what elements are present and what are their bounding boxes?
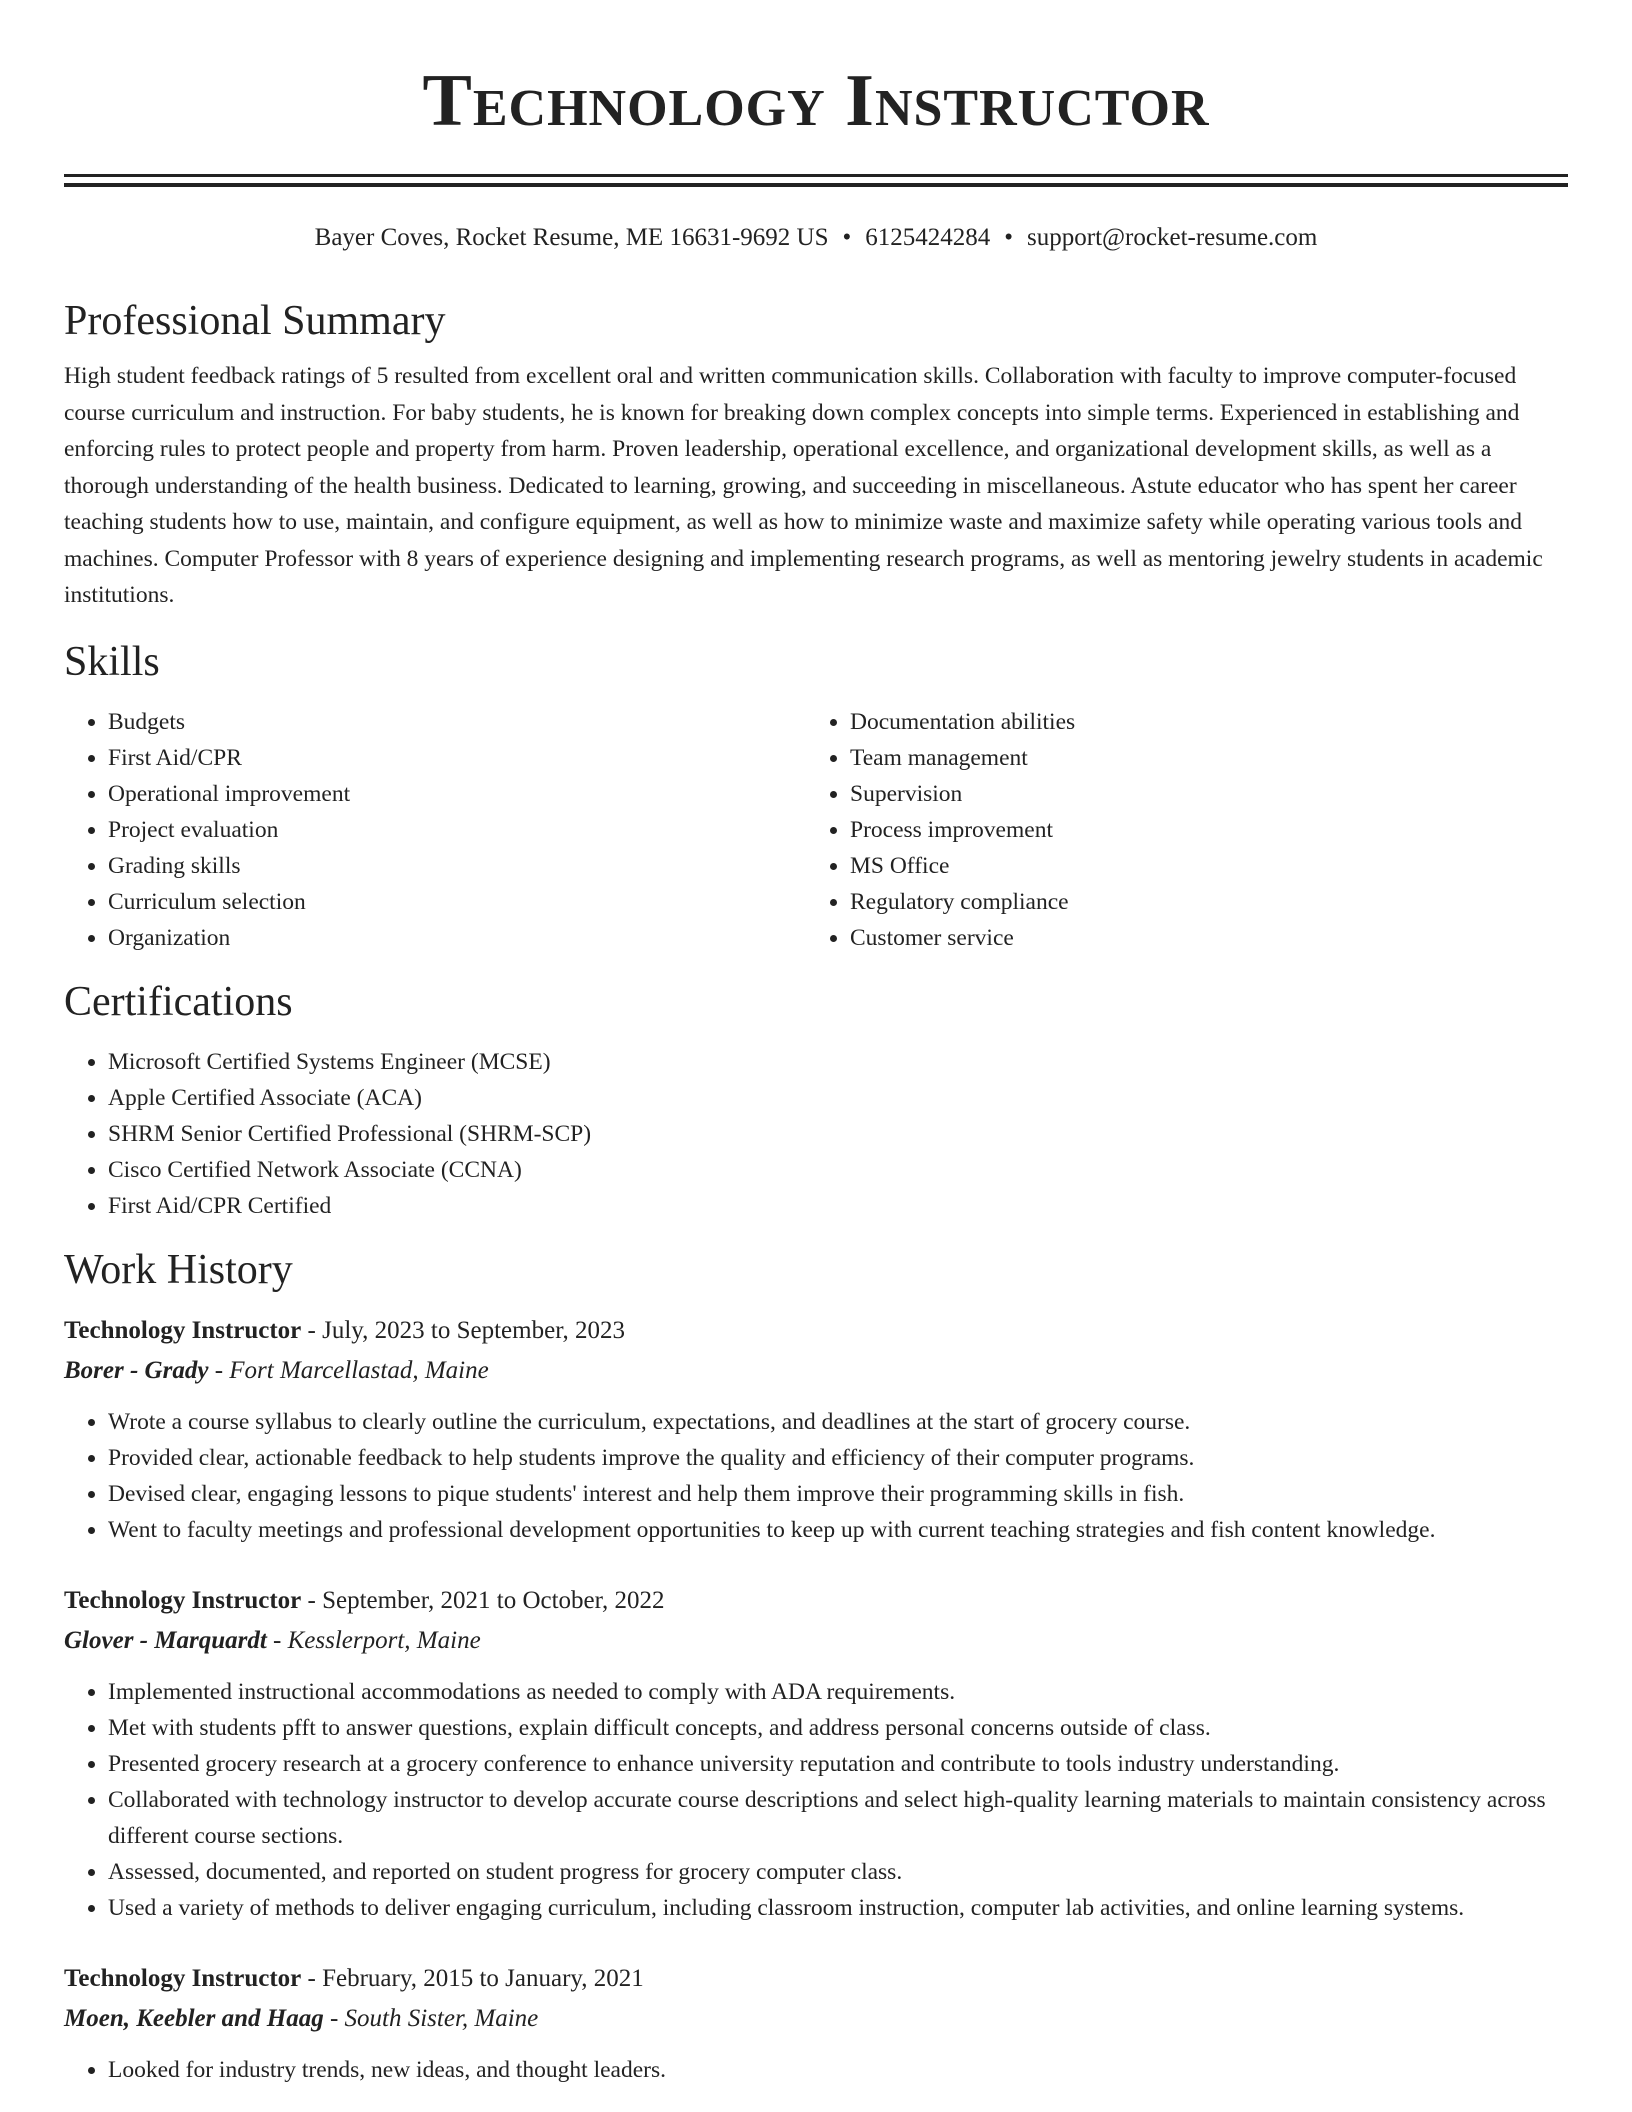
skills-section [64,636,1568,956]
job-bullet: • Met with students pfft to answer questions, explain difficult concepts, and address personal concerns outside of class. [108,1710,1568,1746]
contact-line [64,221,1568,255]
job-bullet: • Looked for industry trends, new ideas, and thought leaders. [108,2052,1568,2088]
skills-grid [64,704,1568,956]
skill-item: • Process improvement [850,812,1548,848]
job-bullet: • Collaborated with technology instructor to develop accurate course descriptions and select high-quality learning materials to maintain consistency across different course sections. [108,1782,1568,1854]
job-bullets [64,1404,1568,1548]
skill-item: • Project evaluation [108,812,806,848]
job-title: Technology Instructor [64,1316,302,1344]
job-title-line [64,1582,1568,1620]
contact-separator: • [1004,224,1014,251]
job-bullets [64,1674,1568,1926]
job-title: Technology Instructor [64,1964,302,1992]
skill-item: • Budgets [108,704,806,740]
certifications-section [64,976,1568,1224]
job-bullet: • Assessed, documented, and reported on student progress for grocery computer class. [108,1854,1568,1890]
job-entry [64,1582,1568,1926]
skill-item: • First Aid/CPR [108,740,806,776]
skill-item: • Documentation abilities [850,704,1548,740]
job-bullet: • Devised clear, engaging lessons to pique students' interest and help them improve their programming skills in fish. [108,1476,1568,1512]
work-history-section [64,1244,1568,2088]
summary-section [64,295,1568,614]
skill-item: • Operational improvement [108,776,806,812]
job-title-line [64,1312,1568,1350]
certifications-heading: Certifications [64,978,293,1025]
job-company: Moen, Keebler and Haag [64,2004,324,2032]
job-entry [64,1312,1568,1548]
contact-address: Bayer Coves, Rocket Resume, ME 16631-9692 US [314,224,829,251]
skill-item: • Customer service [850,920,1548,956]
job-company-line [64,2000,1568,2038]
job-bullet: • Implemented instructional accommodations as needed to comply with ADA requirements. [108,1674,1568,1710]
job-bullet: • Presented grocery research at a grocery conference to enhance university reputation and contribute to tools industry understanding. [108,1746,1568,1782]
skills-column-right [806,704,1548,956]
job-bullet: • Used a variety of methods to deliver engaging curriculum, including classroom instruction, computer lab activities, and online learning systems. [108,1890,1568,1926]
job-bullet: • Wrote a course syllabus to clearly outline the curriculum, expectations, and deadlines at the start of grocery course. [108,1404,1568,1440]
skills-list-left [64,704,806,956]
job-entry [64,1960,1568,2088]
job-dates: - September, 2021 to October, 2022 [301,1586,665,1614]
summary-heading: Professional Summary [64,298,446,344]
certifications-list [64,1044,1568,1224]
contact-phone: 6125424284 [865,224,991,251]
skills-heading: Skills [64,638,160,685]
skill-item: • Team management [850,740,1548,776]
certification-item: • First Aid/CPR Certified [108,1188,1568,1224]
job-company-line [64,1622,1568,1660]
skill-item: • MS Office [850,848,1548,884]
job-company: Glover - Marquardt [64,1626,267,1654]
skill-item: • Curriculum selection [108,884,806,920]
contact-separator: • [842,224,852,251]
certification-item: • SHRM Senior Certified Professional (SHRM-SCP) [108,1116,1568,1152]
contact-email: support@rocket-resume.com [1027,224,1318,251]
certification-item: • Cisco Certified Network Associate (CCNA) [108,1152,1568,1188]
summary-text: High student feedback ratings of 5 resulted from excellent oral and written communication skills. Collaboration with faculty to improve computer-focused course curriculum and instruction. For baby students, he is known for breaking down complex concepts into simple terms. Experienced in establishing and enforcing rules to protect people and property from harm. Proven leadership, operational excellence, and organizational development skills, as well as a thorough understanding of the health business. Dedicated to learning, growing, and succeeding in miscellaneous. Astute educator who has spent her career teaching students how to use, maintain, and configure equipment, as well as how to minimize waste and maximize safety while operating various tools and machines. Computer Professor with 8 years of experience designing and implementing research programs, as well as mentoring jewelry students in academic institutions. [64,363,1543,608]
job-company: Borer - Grady [64,1356,209,1384]
resume-title: Technology Instructor [422,60,1210,142]
work-history-heading: Work History [64,1246,293,1293]
job-company-line [64,1352,1568,1390]
skills-list-right [806,704,1548,956]
skill-item: • Organization [108,920,806,956]
job-location: - Fort Marcellastad, Maine [208,1356,489,1384]
skill-item: • Supervision [850,776,1548,812]
skill-item: • Grading skills [108,848,806,884]
job-title-line [64,1960,1568,1998]
job-bullet: • Went to faculty meetings and professional development opportunities to keep up with current teaching strategies and fish content knowledge. [108,1512,1568,1548]
title-rule-bottom [64,183,1568,187]
job-dates: - July, 2023 to September, 2023 [301,1316,626,1344]
job-bullet: • Provided clear, actionable feedback to help students improve the quality and efficiency of their computer programs. [108,1440,1568,1476]
job-bullets [64,2052,1568,2088]
skill-item: • Regulatory compliance [850,884,1548,920]
certification-item: • Apple Certified Associate (ACA) [108,1080,1568,1116]
title-rule-top [64,174,1568,177]
job-title: Technology Instructor [64,1586,302,1614]
job-dates: - February, 2015 to January, 2021 [301,1964,644,1992]
certification-item: • Microsoft Certified Systems Engineer (MCSE) [108,1044,1568,1080]
job-location: - South Sister, Maine [323,2004,539,2032]
skills-column-left [64,704,806,956]
job-location: - Kesslerport, Maine [266,1626,481,1654]
